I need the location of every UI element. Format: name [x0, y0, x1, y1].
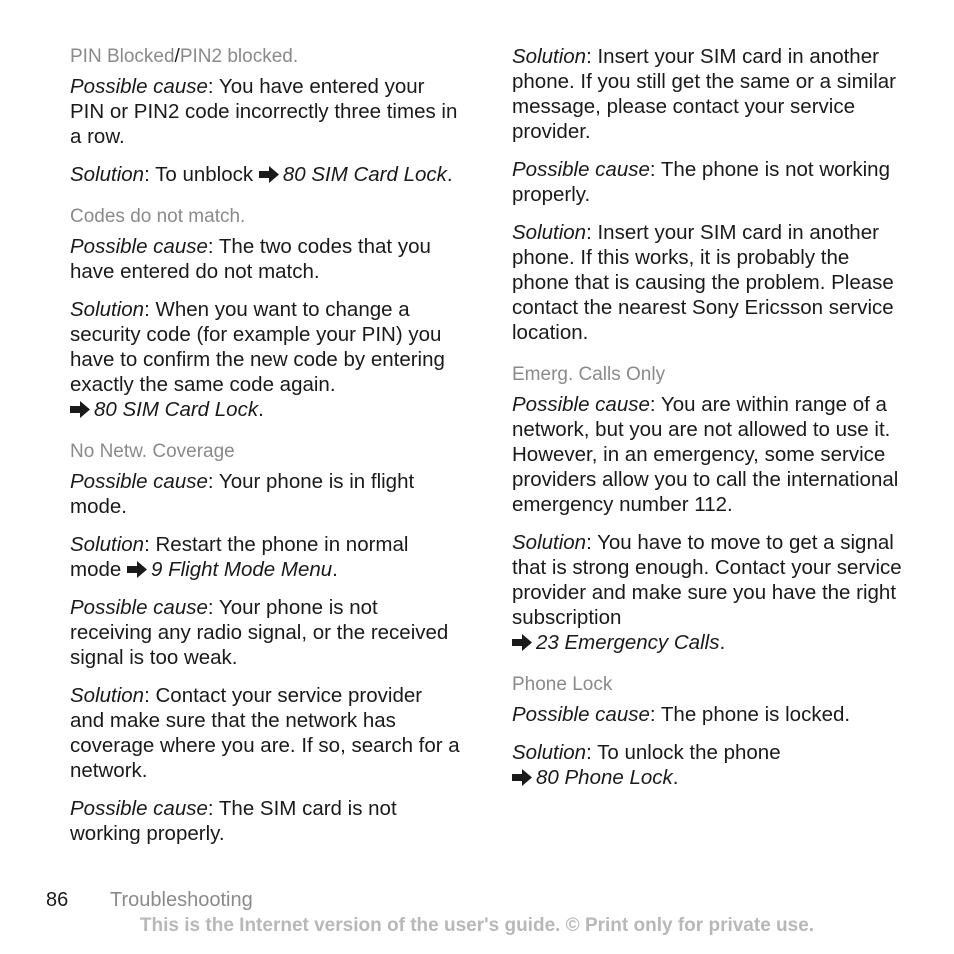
phone-cause: Possible cause: The phone is not working properly. — [512, 158, 890, 206]
codes-cause: Possible cause: The two codes that you have entered do not match. — [70, 235, 431, 283]
link-sim-card-lock[interactable]: 80 SIM Card Lock — [94, 398, 259, 421]
heading-phone-lock: Phone Lock — [512, 674, 613, 695]
phone-solution: Solution: Insert your SIM card in another phone. If this works, it is probably the phone that is causing the problem. Please contact the nearest Sony Ericsson service location. — [512, 221, 894, 344]
pin-solution: Solution: To unblock 80 SIM Card Lock. — [70, 163, 453, 186]
link-phone-lock[interactable]: 80 Phone Lock — [536, 766, 673, 789]
lock-solution: Solution: To unlock the phone 80 Phone Lock. — [512, 741, 781, 789]
right-column — [512, 44, 902, 803]
heading-codes-do-not-match: Codes do not match. — [70, 206, 246, 227]
link-emergency-calls[interactable]: 23 Emergency Calls — [536, 631, 720, 654]
netw-cause-signal: Possible cause: Your phone is not receiving any radio signal, or the received signal is too weak. — [70, 596, 449, 669]
heading-no-netw-coverage: No Netw. Coverage — [70, 441, 235, 462]
footer-note: This is the Internet version of the user's guide. © Print only for private use. — [139, 915, 815, 936]
heading-pin-blocked: PIN Blocked/PIN2 blocked. — [70, 46, 299, 67]
arrow-right-icon — [259, 166, 279, 183]
arrow-right-icon — [512, 769, 532, 786]
netw-cause-flight: Possible cause: Your phone is in flight mode. — [70, 470, 415, 518]
pin-cause: Possible cause: You have entered your PIN or PIN2 code incorrectly three times in a row. — [70, 75, 458, 148]
link-flight-mode-menu[interactable]: 9 Flight Mode Menu — [150, 558, 333, 581]
emerg-cause: Possible cause: You are within range of a network, but you are not allowed to use it. However, in an emergency, some service providers allow you to call the international emergency number 112. — [512, 393, 899, 516]
codes-solution: Solution: When you want to change a security code (for example your PIN) you have to confirm the new code by entering exactly the same code again. 80 SIM Card Lock. — [70, 298, 445, 421]
lock-cause: Possible cause: The phone is locked. — [512, 703, 851, 726]
arrow-right-icon — [70, 401, 90, 418]
link-sim-card-lock[interactable]: 80 SIM Card Lock — [282, 163, 447, 186]
emerg-solution: Solution: You have to move to get a signal that is strong enough. Contact your service provider and make sure you have the right subscription 23 Emergency Calls. — [512, 531, 902, 654]
arrow-right-icon — [512, 634, 532, 651]
arrow-right-icon — [127, 561, 147, 578]
section-title: Troubleshooting — [110, 889, 253, 911]
sim-solution: Solution: Insert your SIM card in another phone. If you still get the same or a similar message, please contact your service provider. — [512, 45, 896, 143]
left-column — [70, 44, 460, 859]
netw-cause-sim: Possible cause: The SIM card is not working properly. — [70, 797, 397, 845]
page-number: 86 — [46, 889, 69, 911]
netw-solution-flight: Solution: Restart the phone in normal mode 9 Flight Mode Menu. — [70, 533, 409, 581]
netw-solution-signal: Solution: Contact your service provider and make sure that the network has coverage where you are. If so, search for a network. — [70, 684, 460, 782]
heading-emerg-calls-only: Emerg. Calls Only — [512, 364, 666, 385]
